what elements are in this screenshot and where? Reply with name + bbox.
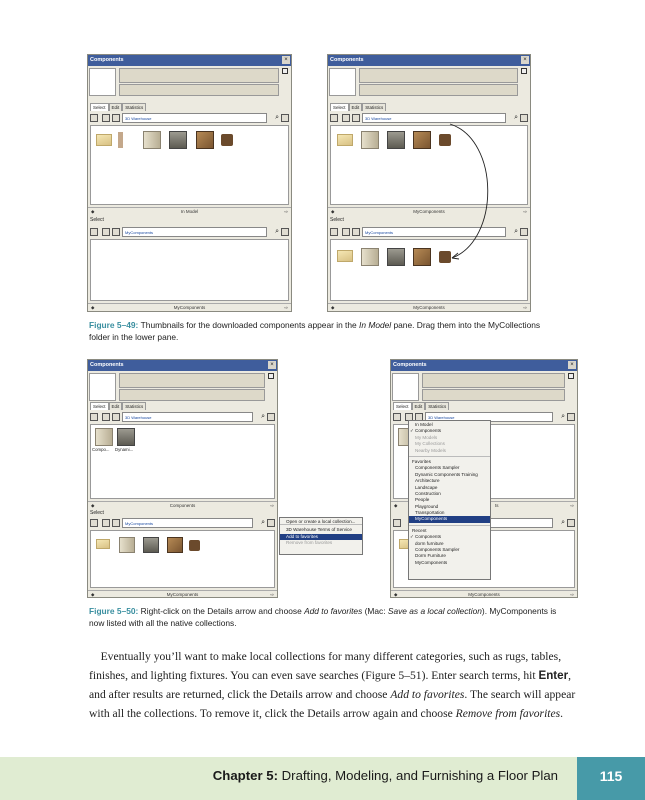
pane-footer-label: In Model (180, 209, 199, 214)
second-toolbar (90, 227, 289, 237)
dropdown-item-favorite[interactable]: Transportation (415, 510, 445, 516)
dropdown-item-favorite[interactable]: Landscape (415, 484, 438, 490)
home-icon[interactable] (102, 413, 110, 421)
window-title-bar (391, 360, 577, 371)
window-title: Components (330, 57, 364, 63)
search-icon[interactable]: ⌕ (261, 519, 265, 526)
window-title: Components (393, 362, 427, 368)
cabinet-thumbnail[interactable] (361, 248, 379, 266)
name-field[interactable] (359, 68, 518, 83)
back-arrow-icon[interactable]: ◆ (91, 305, 95, 310)
second-toolbar (90, 518, 275, 528)
window-title: Components (90, 57, 124, 63)
window-title: Components (90, 362, 124, 368)
dropdown-item-recent[interactable]: Dorm Furniture (415, 553, 446, 559)
view-options-icon[interactable] (90, 413, 98, 421)
caption-text: Right-click on the Details arrow and choose (140, 606, 305, 616)
tab-select[interactable]: Select (330, 103, 349, 111)
tab-statistics[interactable]: Statistics (362, 103, 386, 111)
menu-item-open-collection[interactable]: Open or create a local collection... (280, 519, 362, 525)
tab-statistics[interactable]: Statistics (122, 103, 146, 111)
dropdown-item-in-model[interactable]: In Model (415, 422, 433, 427)
name-field[interactable] (119, 373, 265, 388)
details-arrow-icon[interactable] (281, 228, 289, 236)
body-emphasis: Remove from favorites (455, 707, 561, 720)
tab-edit[interactable]: Edit (349, 103, 363, 111)
preview-box (89, 373, 116, 401)
thumb-label: Compo... (92, 447, 110, 452)
pane-footer-label: MyComponents (468, 592, 500, 597)
details-arrow-icon[interactable] (267, 519, 275, 527)
dynamic-folder-thumbnail[interactable] (117, 428, 135, 446)
box-thumbnail[interactable] (167, 537, 183, 553)
dropdown-item-favorite[interactable]: Architecture (415, 478, 440, 484)
search-input[interactable]: 3D Warehouse (122, 412, 253, 422)
pane-footer (88, 303, 291, 311)
caption-text: Thumbnails for the downloaded components appear in the (140, 320, 360, 330)
tab-statistics[interactable]: Statistics (122, 402, 146, 410)
fig49-right-components-window (327, 54, 531, 312)
description-field[interactable] (119, 84, 279, 96)
chapter-name: Drafting, Modeling, and Furnishing a Floor Plan (277, 768, 558, 783)
search-toolbar (90, 113, 289, 123)
drag-arrow (440, 120, 500, 265)
appliance-thumbnail[interactable] (143, 537, 159, 553)
details-arrow-icon[interactable] (520, 228, 528, 236)
caption-label: Figure 5–50: (89, 606, 139, 616)
collections-dropdown (408, 420, 491, 580)
tab-edit[interactable]: Edit (412, 402, 426, 410)
caption-text-end: ). MyComponents is now listed with all the native collections. (89, 606, 557, 628)
body-bold-enter: Enter (538, 669, 569, 682)
home-icon[interactable] (342, 114, 350, 122)
menu-item-terms[interactable]: 3D Warehouse Terms of Service (286, 527, 352, 533)
navigate-icon[interactable] (352, 228, 360, 236)
fig50-left-components-window (87, 359, 278, 598)
cabinet-thumbnail[interactable] (119, 537, 135, 553)
menu-item-remove-favorites[interactable]: Remove from favorites (286, 540, 333, 546)
dropdown-item-recent[interactable]: ✓ Components (409, 534, 490, 540)
tab-row (330, 103, 386, 112)
dropdown-item-components[interactable]: ✓ Components (409, 428, 490, 434)
collection-input[interactable]: MyComponents (122, 518, 253, 528)
caption-emphasis-mac: Save as a local collection (387, 606, 482, 616)
pane-footer (88, 501, 277, 509)
view-options-icon[interactable] (330, 228, 338, 236)
pin-icon[interactable] (282, 68, 288, 74)
forward-arrow-icon[interactable]: ⇨ (270, 503, 274, 508)
body-paragraph (89, 647, 589, 723)
chapter-label: Chapter 5: (212, 768, 278, 783)
dropdown-item-favorite[interactable]: Dynamic Components Training (415, 471, 478, 477)
appliance-thumbnail[interactable] (169, 131, 187, 149)
view-options-icon[interactable] (90, 228, 98, 236)
details-context-menu (279, 517, 363, 555)
search-icon[interactable]: ⌕ (275, 228, 279, 235)
close-icon[interactable]: × (282, 56, 290, 64)
home-icon[interactable] (102, 519, 110, 527)
view-options-icon[interactable] (393, 519, 401, 527)
forward-arrow-icon[interactable]: ⇨ (570, 592, 574, 597)
name-field[interactable] (422, 373, 565, 388)
caption-emphasis: Add to favorites (304, 606, 363, 616)
close-icon[interactable]: × (268, 361, 276, 369)
box-thumbnail[interactable] (413, 131, 431, 149)
sofa-thumbnail[interactable] (337, 134, 353, 146)
home-icon[interactable] (102, 114, 110, 122)
dropdown-item-recent[interactable]: Components Sampler (415, 547, 460, 553)
pane-footer (328, 303, 530, 311)
home-icon[interactable] (102, 228, 110, 236)
navigate-icon[interactable] (112, 519, 120, 527)
view-options-icon[interactable] (393, 413, 401, 421)
cabinet-thumbnail[interactable] (143, 131, 161, 149)
view-options-icon[interactable] (90, 519, 98, 527)
forward-arrow-icon[interactable]: ⇨ (284, 305, 288, 310)
figure-thumbnail[interactable] (118, 132, 123, 148)
tab-select[interactable]: Select (90, 402, 109, 410)
search-input[interactable]: 3D Warehouse (362, 113, 506, 123)
description-field[interactable] (359, 84, 518, 96)
caption-emphasis: In Model (359, 320, 392, 330)
figure-49-caption (89, 319, 559, 343)
box-thumbnail[interactable] (196, 131, 214, 149)
back-arrow-icon[interactable]: ◆ (394, 592, 398, 597)
pane-footer-label: Components (169, 503, 196, 508)
tab-select[interactable]: Select (393, 402, 412, 410)
back-arrow-icon[interactable]: ◆ (91, 209, 95, 214)
box-thumbnail[interactable] (413, 248, 431, 266)
body-text: , and after results are returned, click the Details arrow and choose (89, 669, 572, 701)
back-arrow-icon[interactable]: ◆ (91, 503, 95, 508)
menu-divider (409, 523, 490, 526)
caption-label: Figure 5–49: (89, 320, 139, 330)
description-field[interactable] (422, 389, 565, 401)
pane-footer-label: MyComponents (166, 592, 199, 597)
cabinet-thumbnail[interactable] (361, 131, 379, 149)
mycollections-pane (90, 530, 275, 588)
search-icon[interactable]: ⌕ (514, 228, 518, 235)
navigate-icon[interactable] (112, 114, 120, 122)
pane-footer-label: ts (495, 503, 499, 508)
dropdown-item-favorite[interactable]: People (415, 497, 430, 503)
search-toolbar (90, 412, 275, 422)
forward-arrow-icon[interactable]: ⇨ (523, 305, 527, 310)
pane-footer (88, 590, 277, 598)
tab-edit[interactable]: Edit (109, 402, 123, 410)
second-section-label: Select (90, 510, 104, 516)
dropdown-item-favorite[interactable]: Components Sampler (415, 465, 460, 471)
tab-select[interactable]: Select (90, 103, 109, 111)
fig49-left-components-window (87, 54, 292, 312)
body-emphasis: Add to favorites (390, 688, 465, 701)
body-text: Eventually you’ll want to make local collections for many different categories, such as rugs, tables, finishes, and lighting fixtures. You can even save searches (Figure 5–51). Enter search terms, hit (89, 650, 562, 682)
recent-header: Recent (412, 527, 427, 533)
tab-row (90, 103, 146, 112)
pane-footer (88, 207, 291, 215)
pin-icon[interactable] (568, 373, 574, 379)
menu-item-add-favorites[interactable]: Add to favorites (280, 534, 362, 540)
in-model-pane (90, 125, 289, 205)
details-arrow-icon[interactable] (567, 519, 575, 527)
home-icon[interactable] (342, 228, 350, 236)
thumb-label: Dynami... (115, 447, 134, 452)
view-options-icon[interactable] (90, 114, 98, 122)
pane-footer-label: MyComponents (413, 305, 445, 310)
collection-input[interactable]: MyComponents (362, 227, 506, 237)
tab-row (90, 402, 146, 411)
preview-box (329, 68, 356, 96)
back-arrow-icon[interactable]: ◆ (394, 503, 398, 508)
appliance-thumbnail[interactable] (387, 131, 405, 149)
pane-footer-label: MyComponents (173, 305, 206, 310)
navigate-icon[interactable] (112, 413, 120, 421)
sofa-thumbnail[interactable] (337, 250, 353, 262)
preview-box (392, 373, 419, 401)
chair-thumbnail[interactable] (189, 540, 200, 551)
search-icon[interactable]: ⌕ (275, 114, 279, 121)
forward-arrow-icon[interactable]: ⇨ (523, 209, 527, 214)
details-arrow-icon[interactable] (281, 114, 289, 122)
forward-arrow-icon[interactable]: ⇨ (570, 503, 574, 508)
close-icon[interactable]: × (568, 361, 576, 369)
details-arrow-icon[interactable] (567, 413, 575, 421)
forward-arrow-icon[interactable]: ⇨ (284, 209, 288, 214)
pin-icon[interactable] (268, 373, 274, 379)
page-number: 115 (577, 757, 645, 800)
navigate-icon[interactable] (352, 114, 360, 122)
figure-50-caption (89, 605, 559, 629)
caption-text-end: pane. Drag them into the MyCollections folder in the lower pane. (89, 320, 541, 342)
dropdown-item-favorite[interactable]: Construction (415, 490, 441, 496)
dropdown-item-nearby-models[interactable]: Nearby Models (415, 447, 446, 453)
details-arrow-icon[interactable] (267, 413, 275, 421)
mycollections-pane (90, 239, 289, 301)
description-field[interactable] (119, 389, 265, 401)
components-pane (90, 424, 275, 499)
second-section-label: Select (330, 217, 344, 223)
search-input[interactable]: 3D Warehouse (122, 113, 267, 123)
back-arrow-icon[interactable]: ◆ (331, 209, 335, 214)
dropdown-item-recent[interactable]: dorm furniture (415, 540, 444, 546)
back-arrow-icon[interactable]: ◆ (331, 305, 335, 310)
appliance-thumbnail[interactable] (387, 248, 405, 266)
search-icon[interactable]: ⌕ (561, 413, 565, 420)
search-icon[interactable]: ⌕ (261, 413, 265, 420)
tab-edit[interactable]: Edit (109, 103, 123, 111)
tab-statistics[interactable]: Statistics (425, 402, 449, 410)
chapter-footer-bar (0, 757, 645, 800)
second-section-label: Select (90, 217, 104, 223)
sofa-thumbnail[interactable] (96, 134, 112, 146)
search-icon[interactable]: ⌕ (561, 519, 565, 526)
navigate-icon[interactable] (112, 228, 120, 236)
dropdown-item-my-models[interactable]: My Models (415, 434, 438, 440)
dropdown-item-recent[interactable]: MyComponents (415, 559, 448, 565)
details-arrow-icon[interactable] (520, 114, 528, 122)
caption-text-mid: (Mac: (362, 606, 388, 616)
tab-row (393, 402, 449, 411)
back-arrow-icon[interactable]: ◆ (91, 592, 95, 597)
close-icon[interactable]: × (521, 56, 529, 64)
window-title-bar (88, 55, 291, 66)
name-field[interactable] (119, 68, 279, 83)
favorites-header: Favorites (412, 458, 431, 464)
view-options-icon[interactable] (330, 114, 338, 122)
chapter-title (213, 768, 558, 783)
search-input[interactable]: 3D Warehouse (425, 412, 553, 422)
dropdown-item-mycomponents[interactable]: MyComponents (409, 516, 490, 522)
forward-arrow-icon[interactable]: ⇨ (270, 592, 274, 597)
sofa-thumbnail[interactable] (96, 539, 110, 549)
menu-divider (409, 454, 490, 457)
chair-thumbnail[interactable] (221, 134, 233, 146)
dropdown-item-my-collections[interactable]: My Collections (415, 441, 445, 447)
body-text: . (560, 707, 564, 720)
body-text: . The search will appear with all the collections. To remove it, click the Details arrow again and choose (89, 688, 576, 720)
pin-icon[interactable] (521, 68, 527, 74)
preview-box (89, 68, 116, 96)
window-title-bar (328, 55, 530, 66)
collection-input[interactable]: MyComponents (122, 227, 267, 237)
search-icon[interactable]: ⌕ (514, 114, 518, 121)
components-folder-thumbnail[interactable] (95, 428, 113, 446)
pane-footer-label: MyComponents (413, 209, 445, 214)
window-title-bar (88, 360, 277, 371)
dropdown-item-favorite[interactable]: Playground (415, 503, 439, 509)
pane-footer (391, 590, 577, 598)
